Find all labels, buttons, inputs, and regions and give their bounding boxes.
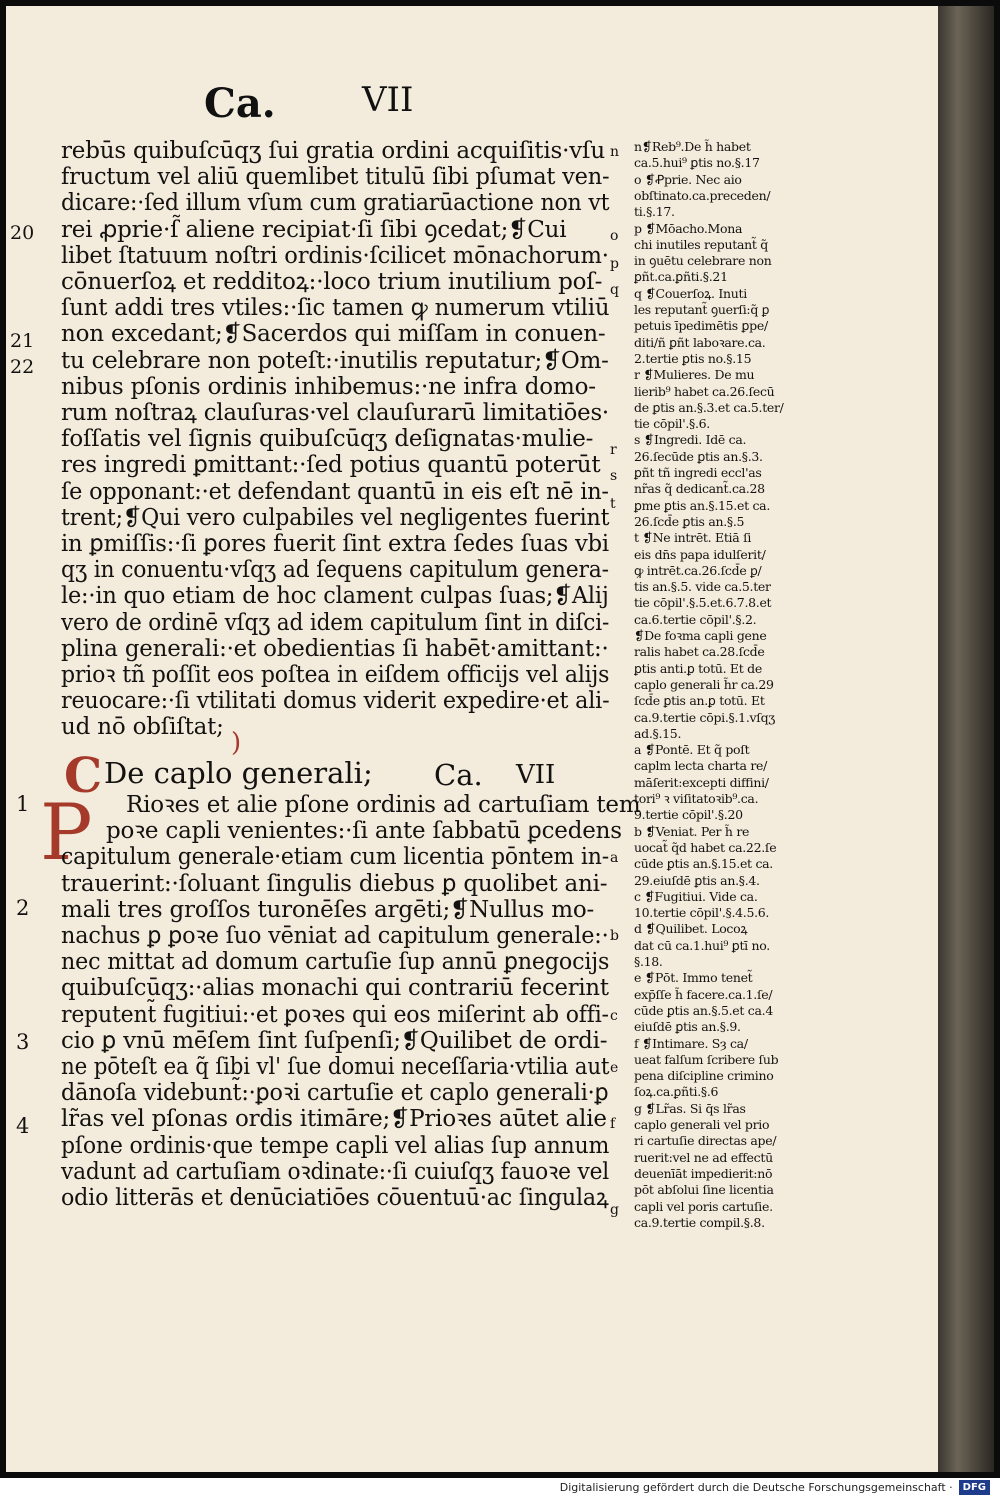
- main-text-line: vero de ordinē vſqʒ ad idem capitulum ſint in diſci-: [61, 609, 610, 636]
- section-text-line: odio litterās et denūciatiōes cōuentuū·ac ſingulaꝝ: [61, 1185, 609, 1211]
- chapter-number: VII: [362, 80, 414, 120]
- gloss-line: ca.9.tertie compil.§.8.: [634, 1214, 765, 1230]
- main-text-line: ſunt addi tres vtiles:·ſic tamen ꝙ numerum vtiliū: [61, 295, 610, 322]
- margin-letter: t: [610, 496, 616, 512]
- section-line-number: 1: [16, 792, 30, 816]
- gloss-line: ꝙ intrēt.ca.26.ſcd̄e ꝑ/: [634, 562, 762, 578]
- section-text-line: trauerint:·ſoluant ſingulis diebus ꝑ quolibet ani-: [61, 870, 608, 897]
- gloss-line: lierib⁹ habet ca.26.ſecū: [634, 383, 775, 399]
- main-text-line: fructum vel aliū quemlibet titulū ſibi pſumat ven-: [61, 164, 610, 191]
- main-text-line: dicare:·ſed illum vſum cum gratiarūactione non vt: [61, 190, 610, 217]
- gloss-line: 26.ſecūde ꝑtis an.§.3.: [634, 448, 763, 464]
- gloss-line: dat cū ca.1.hui⁹ ꝑtī no.: [634, 937, 770, 953]
- gloss-line: eis dn̄s papa idulſerit/: [634, 546, 766, 562]
- section-line-number: 3: [16, 1030, 30, 1054]
- gloss-line: 10.tertie cōpil'.§.4.5.6.: [634, 905, 770, 921]
- gloss-line: ruerit:vel ne ad effectū: [634, 1149, 773, 1165]
- gloss-line: §.18.: [634, 954, 663, 969]
- section-line-number: 4: [16, 1114, 30, 1138]
- gloss-line: f ❡Intimare. Sȝ ca/: [634, 1035, 748, 1051]
- show-through-text: [76, 78, 636, 118]
- gloss-line: ꝑme ꝑtis an.§.15.et ca.: [634, 497, 771, 513]
- main-text-line: res ingredi ꝑmittant:·ſed potius quantū poterūt: [61, 452, 601, 479]
- gloss-line: n❡Reb⁹.De h̃ habet: [634, 139, 751, 154]
- main-text-line: tu celebrare non poteſt:·inutilis reputatur;❡Om-: [61, 347, 609, 374]
- section-text-line: cio ꝑ vnū mēſem ſint ſuſpenſi;❡Quilibet de ordi-: [61, 1027, 608, 1054]
- section-text-line: Rioꝛes et alie pſone ordinis ad cartuſiam tem: [126, 792, 641, 818]
- main-text-line: ſe opponant:·et defendant quantū in eis eſt nē in-: [61, 478, 609, 505]
- gloss-line: cūde ꝑtis an.§.15.et ca.: [634, 856, 773, 872]
- section-text-line: nachus ꝑ ꝑoꝛe ſuo vēniat ad capitulum generale:·: [61, 923, 609, 949]
- gloss-line: ❡De foꝛma capli gene: [634, 628, 767, 643]
- line-number: 21: [10, 330, 35, 352]
- margin-letter: o: [610, 228, 619, 244]
- gloss-line: nr̃as q̃ dedicant̃.ca.28: [634, 481, 765, 497]
- gloss-line: chi inutiles reputant̃ q̃: [634, 236, 768, 252]
- section-chapter-abbrev: Ca.: [434, 758, 483, 792]
- gloss-line: tori⁹ ꝛ viſitatoꝛib⁹.ca.: [634, 791, 759, 806]
- section-text-line: reputent̃ fugitiui:·et ꝑoꝛes qui eos miſerint ab offi-: [61, 1001, 609, 1028]
- section-text-line: quibuſcūqʒ:·alias monachi qui contrariū fecerint: [61, 975, 609, 1002]
- gloss-line: o ❡Ꝓprie. Nec aio: [634, 171, 742, 187]
- gloss-line: e ❡Pōt. Immo tenet̃: [634, 970, 753, 986]
- gloss-line: ueat falſum ſcribere ſub: [634, 1051, 779, 1067]
- gloss-line: cūde ꝑtis an.§.5.et ca.4: [634, 1002, 773, 1018]
- margin-letter: q: [610, 282, 619, 298]
- gloss-line: tie cōpil'.§.6.: [634, 416, 710, 432]
- main-text-line: in ꝑmiſſis:·ſi ꝑores fuerit ſint extra ſedes ſuas vbi: [61, 531, 609, 557]
- gloss-line: ꝑñt.ca.ꝑñti.§.21: [634, 269, 728, 285]
- gloss-line: deuenīāt impedierit:nō: [634, 1165, 773, 1181]
- gloss-line: de ꝑtis an.§.3.et ca.5.ter/: [634, 399, 784, 415]
- gloss-line: eiuſdē ꝑtis an.§.9.: [634, 1019, 741, 1035]
- gloss-line: 29.eiuſdē ꝑtis an.§.4.: [634, 872, 760, 888]
- margin-letter: a: [610, 850, 619, 866]
- gloss-line: ri cartuſie directas ape/: [634, 1133, 777, 1149]
- gloss-line: 2.tertie ꝑtis no.§.15: [634, 350, 752, 366]
- margin-letter: f: [610, 1116, 616, 1132]
- line-number: 22: [10, 356, 35, 378]
- margin-letter: p: [610, 256, 619, 272]
- gloss-line: pōt abſolui ſine licentia: [634, 1182, 774, 1198]
- main-text-line: prioꝛ tñ poſſit eos poſtea in eiſdem officijs vel alijs: [61, 662, 610, 688]
- gloss-line: r ❡Mulieres. De mu: [634, 367, 755, 383]
- gloss-line: p ❡Mōacho.Mona: [634, 220, 743, 236]
- section-text-line: pſone ordinis·que tempe capli vel alias ſup annum: [61, 1132, 610, 1159]
- main-text-line: le:·in quo etiam de hoc clament culpas ſuas;❡Alij: [61, 583, 609, 610]
- section-title-text: De caplo generali;: [104, 756, 373, 790]
- gloss-line: s ❡Ingredi. Idē ca.: [634, 432, 747, 448]
- margin-letter: c: [610, 1008, 618, 1024]
- section-text-line: poꝛe capli venientes:·ſi ante ſabbatū ꝑcedens: [106, 818, 622, 845]
- main-text-line: plina generali:·et obedientias ſi habēt·amittant:·: [61, 635, 609, 662]
- gloss-line: uocat̃ q̃d habet ca.22.ſe: [634, 839, 777, 855]
- gloss-line: capli vel poris cartuſie.: [634, 1198, 773, 1214]
- main-text-line: qʒ in conuentu·vſqʒ ad ſequens capitulum genera-: [61, 557, 609, 584]
- section-text-line: ne pōteſt ea q̃ ſibi vl' ſue domui neceſſaria·vtilia aut: [61, 1054, 610, 1080]
- gloss-line: caplo generali vel prio: [634, 1117, 770, 1132]
- main-text-line: cōnuerſoꝝ et redditoꝝ:·loco trium inutilium poſ-: [61, 269, 603, 295]
- gloss-line: tis an.§.5. vide ca.5.ter: [634, 579, 771, 595]
- margin-letter: g: [610, 1202, 619, 1218]
- rubric-initial-c: C: [64, 748, 103, 804]
- section-text-line: vadunt ad cartuſiam oꝛdinate:·ſi cuiuſqʒ fauoꝛe vel: [61, 1158, 610, 1185]
- gloss-line: b ❡Veniat. Per h̃ re: [634, 823, 750, 839]
- gloss-line: ca.9.tertie cōpi.§.1.vſqʒ: [634, 709, 776, 725]
- margin-letter: r: [610, 442, 617, 458]
- gloss-line: māſerit:excepti diffini/: [634, 774, 769, 790]
- main-text-line: rum noſtraꝝ clauſuras·vel clauſurarū limitatiōes·: [61, 400, 609, 426]
- gloss-line: g ❡Lr̃as. Si q̄s lr̃as: [634, 1100, 746, 1116]
- gloss-line: 26.ſcd̄e ꝑtis an.§.5: [634, 513, 745, 529]
- section-text-line: nec mittat ad domum cartuſie ſup annū ꝑnegocijs: [61, 949, 610, 976]
- main-text-line: libet ſtatuum noſtri ordinis·ſcilicet mōnachorum·: [61, 242, 609, 269]
- section-text-line: lr̃as vel pſonas ordis itimāre;❡Prioꝛes aūtet alie: [61, 1106, 607, 1133]
- main-text-line: rei ꝓprie·ſ̃ aliene recipiat·ſi ſibi ꝯcedat;❡Cui: [61, 216, 567, 243]
- gloss-line: q ❡Couerſoꝝ. Inuti: [634, 285, 747, 301]
- main-text-line: nibus pſonis ordinis inhibemus:·ne infra domo-: [61, 373, 596, 400]
- gloss-line: tie cōpil'.§.5.et.6.7.8.et: [634, 595, 772, 611]
- credit-text: Digitalisierung gefördert durch die Deutsche Forschungsgemeinschaft ·: [559, 1481, 953, 1494]
- gloss-line: diti/ñ ꝑñt laboꝛare.ca.: [634, 334, 766, 350]
- gloss-line: in ꝯuētu celebrare non: [634, 253, 772, 269]
- gloss-line: les reputant̃ ꝯuerſi:q̃ ꝑ: [634, 302, 770, 317]
- gloss-line: ſcd̄e ꝑtis an.ꝑ totū. Et: [634, 693, 765, 709]
- gloss-line: pena diſcipline crimino: [634, 1068, 774, 1084]
- chapter-abbrev: Ca.: [204, 80, 276, 127]
- gloss-line: ꝑtis anti.ꝑ totū. Et de: [634, 660, 762, 676]
- rubric-bracket: ): [231, 728, 242, 758]
- gloss-line: ca.6.tertie cōpil'.§.2.: [634, 611, 757, 627]
- gloss-line: t ❡Ne intrēt. Etiā ſi: [634, 530, 752, 546]
- margin-letter: s: [610, 468, 618, 484]
- section-text-line: dānoſa videbunt̃:·ꝑoꝛi cartuſie et caplo generali·ꝑ: [61, 1080, 609, 1107]
- main-text-line: trent;❡Qui vero culpabiles vel negligentes fuerint: [61, 504, 610, 531]
- gloss-line: ad.§.15.: [634, 725, 682, 741]
- gloss-line: a ❡Pontē. Et q̃ poſt: [634, 742, 750, 758]
- section-title: [66, 756, 373, 790]
- gloss-line: ti.§.17.: [634, 204, 675, 220]
- gloss-line: d ❡Quilibet. Locoꝝ: [634, 921, 748, 937]
- line-number: 20: [10, 222, 35, 244]
- dfg-logo: DFG: [959, 1480, 990, 1495]
- drop-cap-initial: P: [40, 788, 93, 878]
- margin-letter: n: [610, 144, 620, 160]
- main-text-line: rebūs quibuſcūqʒ ſui gratia ordini acquiſitis·vſu: [61, 138, 605, 164]
- section-text-line: capitulum generale·etiam cum licentia pōntem in-: [61, 844, 609, 871]
- gloss-line: caplm lecta charta re/: [634, 758, 768, 774]
- digitization-credit: [560, 1480, 990, 1495]
- main-text-line: ud nō obſiſtat;: [61, 714, 224, 741]
- page-edge: [938, 6, 994, 1472]
- section-chapter-number: VII: [516, 760, 556, 790]
- gloss-line: obſtinato.ca.preceden/: [634, 187, 771, 203]
- gloss-line: caplo generali h̃r ca.29: [634, 676, 774, 692]
- main-text-line: foſſatis vel ſignis quibuſcūqʒ deſignatas·mulie-: [61, 426, 594, 453]
- gloss-line: ꝑñt tñ ingredi eccl'as: [634, 465, 762, 480]
- gloss-line: 9.tertie cōpil'.§.20: [634, 807, 743, 823]
- gloss-line: exp̄ſſe h̃ facere.ca.1.ſe/: [634, 986, 773, 1002]
- section-text-line: mali tres groſſos turonēſes argēti;❡Nullus mo-: [61, 896, 595, 923]
- gloss-line: ralis habet ca.28.ſcd̄e: [634, 644, 765, 660]
- section-line-number: 2: [16, 896, 30, 920]
- gloss-line: ca.5.hui⁹ ꝑtis no.§.17: [634, 155, 760, 171]
- gloss-line: ſoꝝ.ca.ꝑñti.§.6: [634, 1084, 719, 1100]
- margin-letter: e: [610, 1060, 619, 1076]
- main-text-line: non excedant;❡Sacerdos qui miſſam in conuen-: [61, 321, 606, 348]
- gloss-line: petuis īpedimētis ꝑpe/: [634, 318, 768, 334]
- main-text-line: reuocare:·ſi vtilitati domus viderit expedire·et ali-: [61, 688, 610, 715]
- margin-letter: b: [610, 928, 619, 944]
- book-page: [6, 6, 940, 1472]
- gloss-line: c ❡Fugitiui. Vide ca.: [634, 888, 758, 904]
